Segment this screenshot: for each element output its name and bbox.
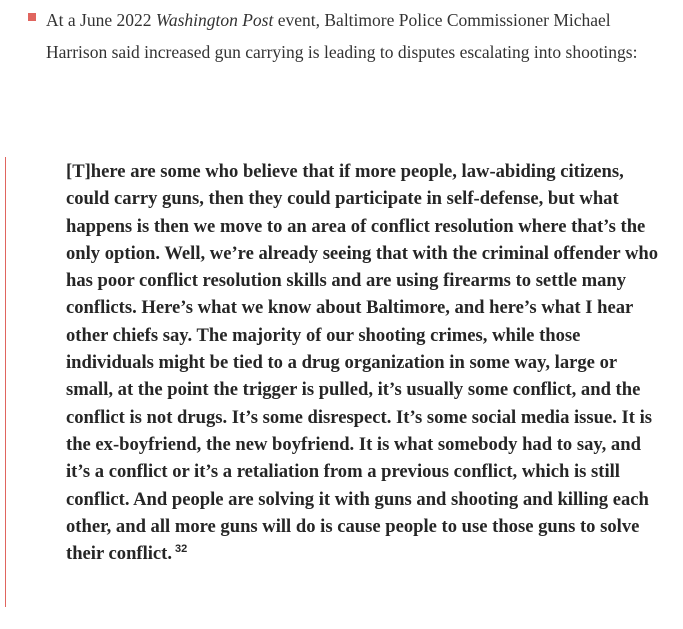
blockquote-rule [5,157,6,607]
footnote-link[interactable]: 32 [175,542,188,555]
bullet-text-after: event, Baltimore Police Commissioner Michael Harrison said increased gun carrying is leading to disputes escalating into shootings: [46,10,638,62]
quote-text: [T]here are some who believe that if more people, law-abiding citizens, could carry guns, then they could participate in self-defense, but what happens is then we move to an area of conflict resolution where that’s the only option. Well, we’re already seeing that with the criminal offender who has poor conflict resolution skills and are using firearms to settle many conflicts. Here’s what we know about Baltimore, and here’s what I hear other chiefs say. The majority of our shooting crimes, while those individuals might be tied to a drug organization in some way, large or small, at the point the trigger is pulled, it’s usually some conflict, and the conflict is not drugs. It’s some disrespect. It’s some social media issue. It is the ex-boyfriend, the new boyfriend. It is what somebody had to say, and it’s a conflict or it’s a retaliation from a previous conflict, which is still conflict. And people are solving it with guns and shooting and killing each other, and all more guns will do is cause people to use those guns to solve their conflict. [66,161,659,565]
publication-name: Washington Post [155,10,274,30]
blockquote [66,158,666,567]
bullet-square-icon [28,13,36,21]
bullet-text [46,4,656,68]
bullet-text-before: At a June 2022 [46,10,156,30]
